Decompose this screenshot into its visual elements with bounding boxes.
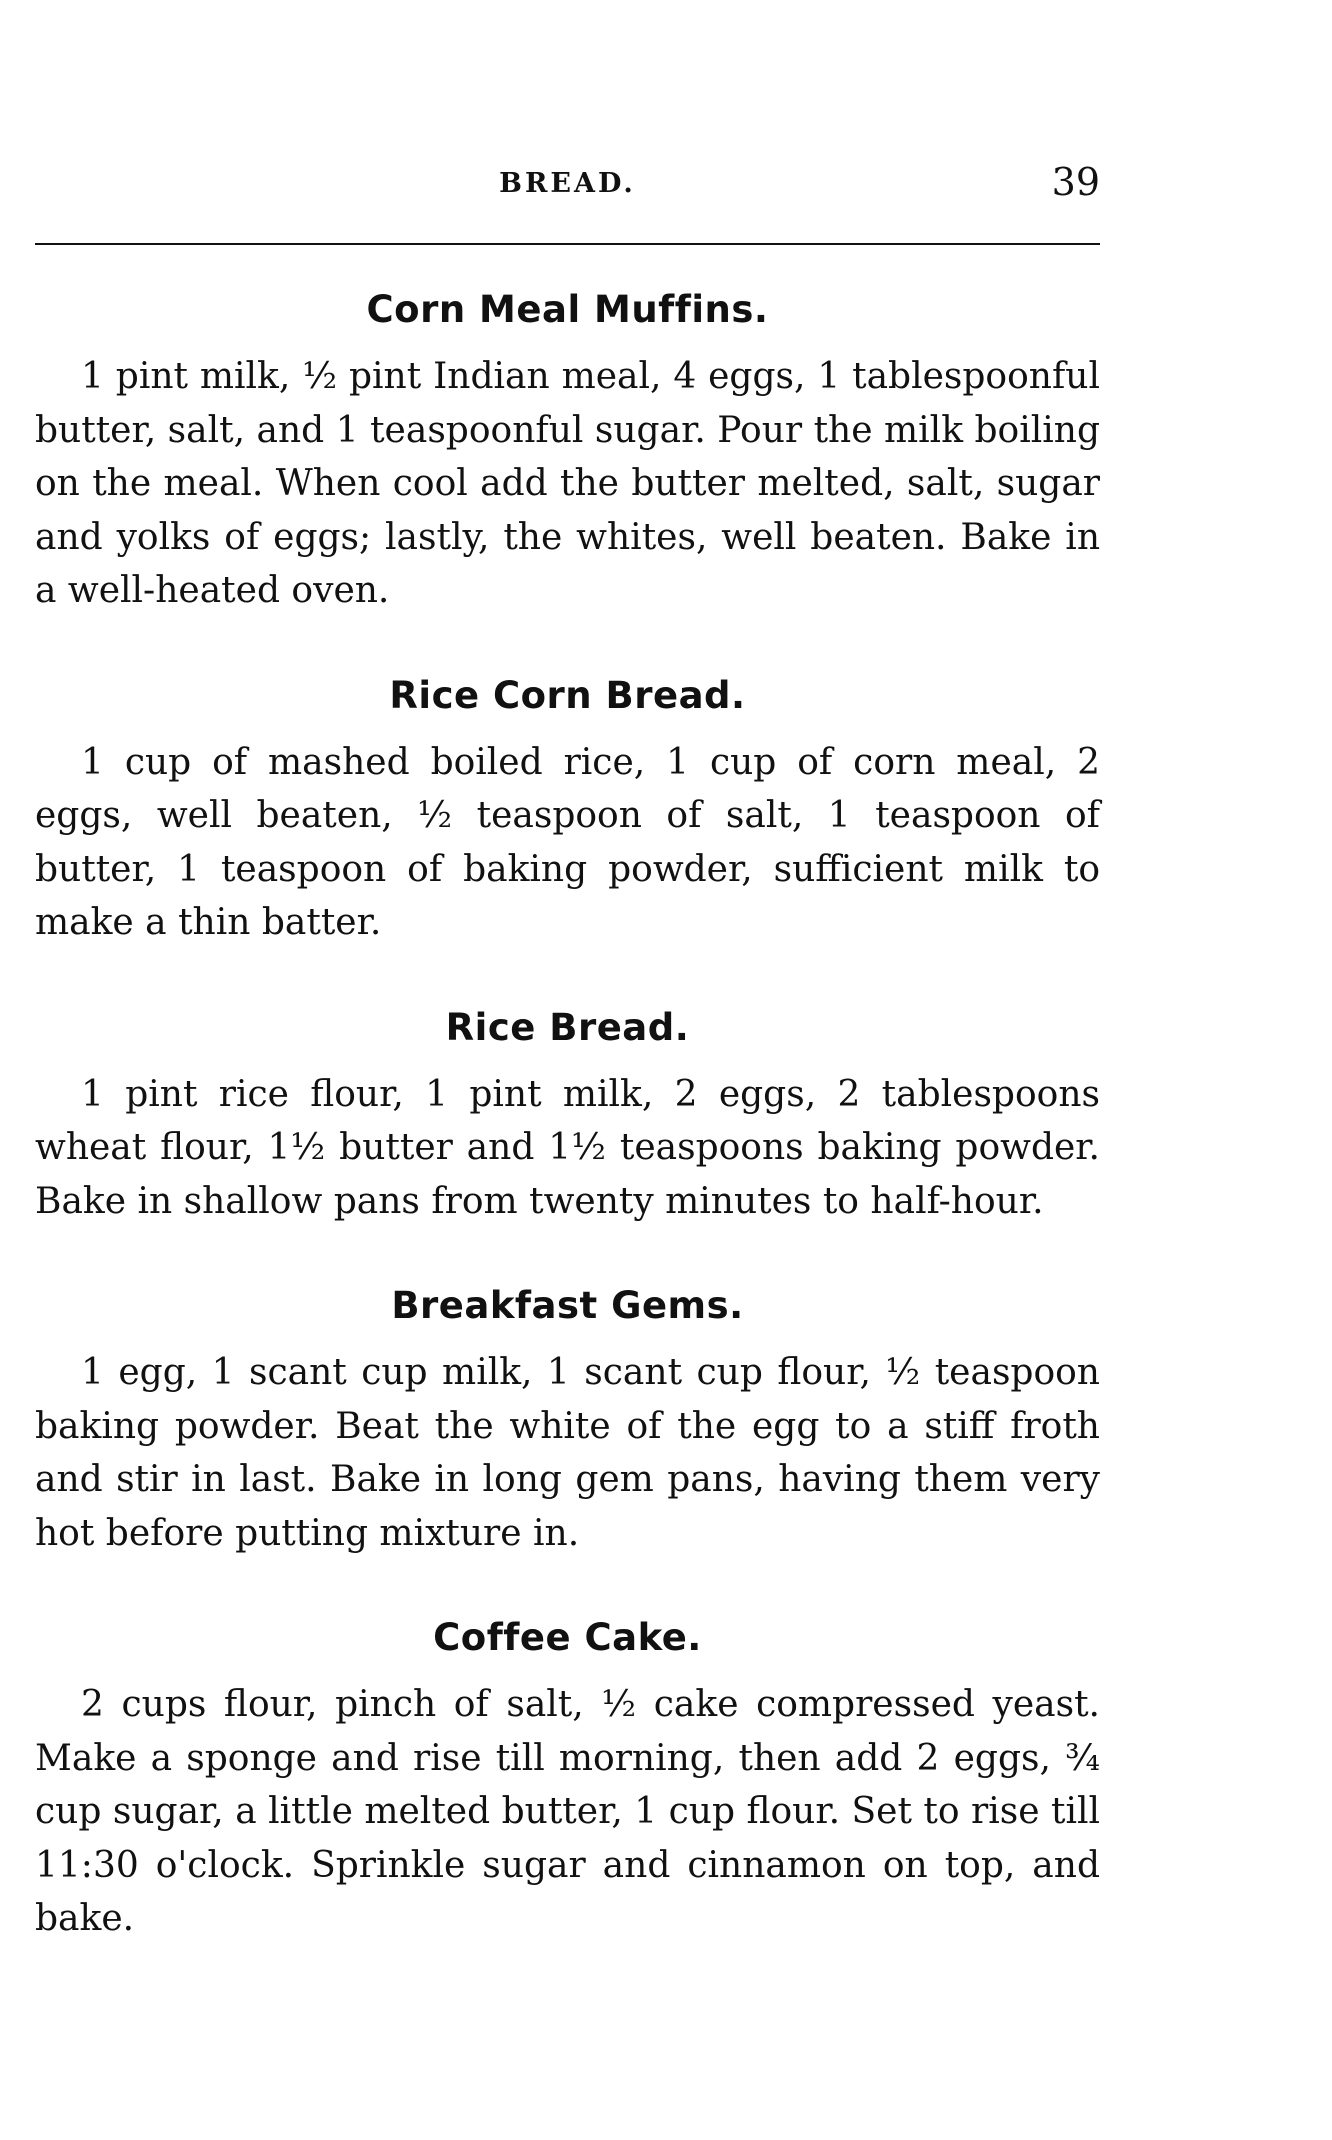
recipe-body: 1 pint milk, ½ pint Indian meal, 4 eggs, 1 tablespoonful butter, salt, and 1 teaspoonful sugar. Pour the milk boiling on the meal. When cool add the butter melted, salt, sugar and yolks of eggs; lastly, the whites, well beaten. Bake in a well-heated oven. [35, 356, 1100, 611]
recipe-breakfast-gems [35, 1278, 1100, 1560]
running-head [35, 160, 1100, 208]
recipe-rice-bread [35, 1000, 1100, 1229]
recipe-title: Corn Meal Muffins. [366, 288, 769, 331]
recipe-title: Rice Bread. [445, 1005, 690, 1049]
header-rule [35, 243, 1100, 245]
recipe-title: Breakfast Gems. [391, 1284, 744, 1327]
recipe-coffee-cake [35, 1610, 1100, 1946]
page-number: 39 [1051, 160, 1100, 204]
recipe-body: 2 cups flour, pinch of salt, ½ cake compressed yeast. Make a sponge and rise till morning, then add 2 eggs, ¾ cup sugar, a little melted butter, 1 cup flour. Set to rise till 11:30 o'clock. Sprinkle sugar and cinnamon on top, and bake. [35, 1684, 1100, 1939]
recipe-body: 1 cup of mashed boiled rice, 1 cup of corn meal, 2 eggs, well beaten, ½ teaspoon of salt, 1 teaspoon of butter, 1 teaspoon of baking powder, sufficient milk to make a thin batter. [35, 741, 1100, 943]
recipe-body: 1 egg, 1 scant cup milk, 1 scant cup flour, ½ teaspoon baking powder. Beat the white of the egg to a stiff froth and stir in last. Bake in long gem pans, having them very hot before putting mixture in. [35, 1352, 1100, 1554]
page-content [35, 282, 1100, 1946]
recipe-body: 1 pint rice flour, 1 pint milk, 2 eggs, 2 tablespoons wheat flour, 1½ butter and 1½ teaspoons baking powder. Bake in shallow pans from twenty minutes to half-hour. [35, 1073, 1100, 1222]
recipe-title: Rice Corn Bread. [389, 673, 746, 717]
running-title: BREAD. [499, 168, 636, 199]
recipe-title: Coffee Cake. [433, 1616, 702, 1659]
recipe-rice-corn-bread [35, 668, 1100, 950]
recipe-corn-meal-muffins [35, 282, 1100, 618]
